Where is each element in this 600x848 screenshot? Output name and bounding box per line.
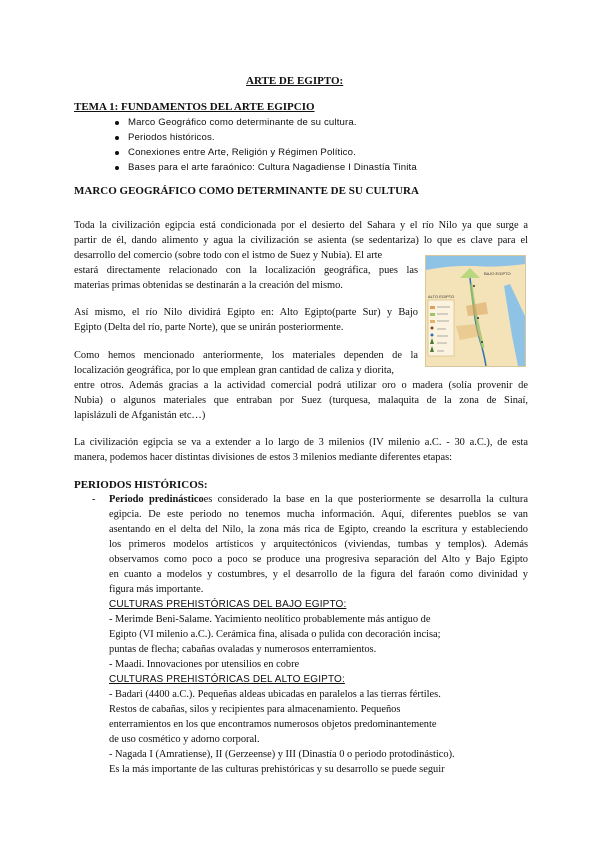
bajo-line: - Maadi. Innovaciones por utensilios en cobre [109, 659, 300, 670]
paragraph-line: estará directamente relacionado con la localización geográfica, pues las [74, 265, 418, 276]
predinastic-line: figura más importante. [109, 584, 204, 595]
tema-heading: TEMA 1: FUNDAMENTOS DEL ARTE EGIPCIO [74, 101, 315, 113]
bullet-dot [115, 151, 119, 155]
alto-line: - Nagada I (Amratiense), II (Gerzeense) y III (Dinastía 0 o periodo protodinástico). [109, 749, 455, 760]
paragraph-line: La civilización egipcia se va a extender a lo largo de 3 milenios (IV milenio a.C. - 30 a.C.), de esta [74, 437, 528, 448]
paragraph-line: desarrollo del comercio (sobre todo con el istmo de Suez y Nubia). El arte [74, 250, 383, 261]
map-label-bajo: BAJO EGIPTO [484, 271, 511, 276]
section-heading-marco: MARCO GEOGRÁFICO COMO DETERMINANTE DE SU CULTURA [74, 185, 419, 197]
alto-line: Restos de cabañas, silos y recipientes para almacenamiento. Pequeños [109, 704, 401, 715]
predinastic-line: observamos como poco a poco se produce una progresiva separación del Alto y Bajo Egipto [109, 554, 528, 565]
predinastic-line: asentando en el delta del Nilo, la zona más rica de Egipto, creando la escritura y estableciendo [109, 524, 528, 535]
bajo-line: puntas de flecha; cabañas ovaladas y numerosos enterramientos. [109, 644, 377, 655]
bullet-dot [115, 121, 119, 125]
alto-line: de uso cosmético y adorno corporal. [109, 734, 260, 745]
list-dash: - [92, 494, 96, 505]
paragraph-line: entre otros. Además gracias a la actividad comercial podrá utilizar oro o madera (solía provenir de [74, 380, 528, 391]
predinastic-label: Periodo predinástico [109, 494, 204, 505]
predinastic-line: en cuanto a modelos y costumbres, y el desarrollo de la figura del faraón como divinidad y [109, 569, 528, 580]
paragraph-line: Así mismo, el río Nilo dividirá Egipto en: Alto Egipto(parte Sur) y Bajo [74, 307, 418, 318]
predinastic-line: los primeros modelos artísticos y arquitectónicos (viviendas, tumbas y templos). Además [109, 539, 528, 550]
predinastic-line: es considerado la base en la que posteriormente se desarrolla la cultura [203, 494, 528, 505]
bullet-item: Conexiones entre Arte, Religión y Régimen Político. [128, 147, 356, 158]
paragraph-line: partir de él, dando alimento y agua la civilización se asienta (se sedentariza) lo que es clave para el [74, 235, 528, 246]
predinastic-line: egipcia. De este periodo no tenemos mucha información. Aquí, diferentes pueblos se van [109, 509, 528, 520]
paragraph-line: manera, podemos hacer distintas divisiones de estos 3 milenios mediante diferentes etapas: [74, 452, 452, 463]
egypt-map-image [425, 255, 526, 367]
paragraph-line: localización geográfica, por lo que emplean gran cantidad de caliza y diorita, [74, 365, 394, 376]
alto-line: Es la más importante de las culturas prehistóricas y su desarrollo se puede seguir [109, 764, 445, 775]
bullet-item: Periodos históricos. [128, 132, 215, 143]
paragraph-line: Toda la civilización egipcia está condicionada por el desierto del Sahara y el río Nilo ya que surge a [74, 220, 528, 231]
document-title: ARTE DE EGIPTO: [246, 75, 344, 87]
paragraph-line: Egipto (Delta del río, parte Norte), que se unirán posteriormente. [74, 322, 344, 333]
paragraph-line: materias primas obtenidas se destinarán a la creación del mismo. [74, 280, 343, 291]
bullet-item: Bases para el arte faraónico: Cultura Nagadiense I Dinastía Tinita [128, 162, 417, 173]
paragraph-line: Como hemos mencionado anteriormente, los materiales dependen de la [74, 350, 418, 361]
bajo-egipto-heading: CULTURAS PREHISTÓRICAS DEL BAJO EGIPTO: [109, 599, 347, 610]
section-heading-periodos: PERIODOS HISTÓRICOS: [74, 479, 208, 491]
bajo-line: Egipto (VI milenio a.C.). Cerámica fina, alisada o pulida con decoración incisa; [109, 629, 441, 640]
alto-line: - Badari (4400 a.C.). Pequeñas aldeas ubicadas en paralelos a las tierras fértiles. [109, 689, 441, 700]
bajo-line: - Merimde Beni-Salame. Yacimiento neolítico probablemente más antiguo de [109, 614, 431, 625]
paragraph-line: lapislázuli de Afganistán etc…) [74, 410, 206, 421]
bullet-dot [115, 136, 119, 140]
map-label-alto: ALTO EGIPTO [428, 294, 455, 299]
alto-egipto-heading: CULTURAS PREHISTÓRICAS DEL ALTO EGIPTO: [109, 674, 345, 685]
bullet-item: Marco Geográfico como determinante de su cultura. [128, 117, 357, 128]
paragraph-line: Nubia) o algunos materiales que entraban por Suez (turquesa, malaquita de la zona de Sinaí, [74, 395, 528, 406]
bullet-dot [115, 166, 119, 170]
egypt-map-illustration [426, 256, 525, 366]
alto-line: enterramientos en los que encontramos numerosos objetos predominantemente [109, 719, 437, 730]
predinastic-first-line [109, 493, 528, 506]
